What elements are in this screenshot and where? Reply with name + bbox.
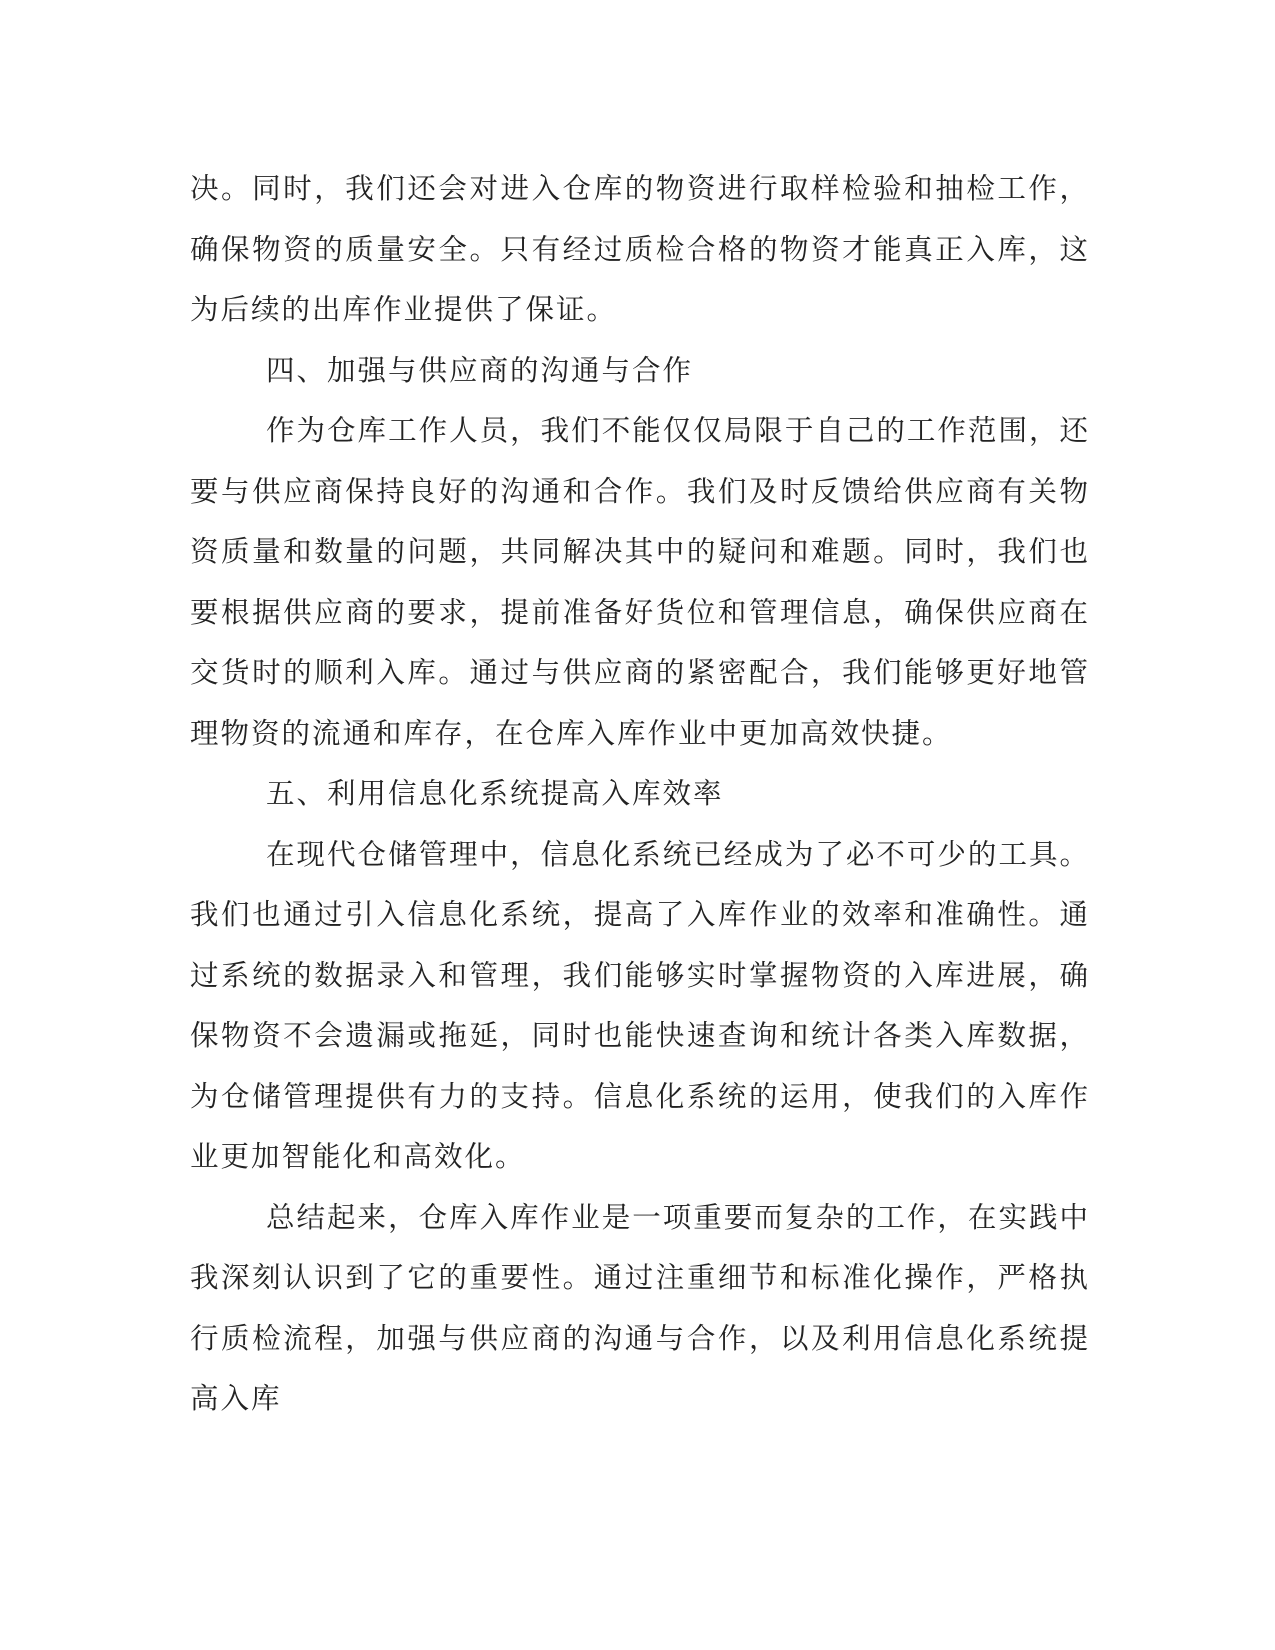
paragraph-supplier-communication: 作为仓库工作人员，我们不能仅仅局限于自己的工作范围，还要与供应商保持良好的沟通和合作。我们及时反馈给供应商有关物资质量和数量的问题，共同解决其中的疑问和难题。同时，我们也要根据供应商的要求，提前准备好货位和管理信息，确保供应商在交货时的顺利入库。通过与供应商的紧密配合，我们能够更好地管理物资的流通和库存，在仓库入库作业中更加高效快捷。	[190, 414, 1090, 750]
document-body	[190, 159, 1090, 1430]
paragraph-summary: 总结起来，仓库入库作业是一项重要而复杂的工作，在实践中我深刻认识到了它的重要性。通过注重细节和标准化操作，严格执行质检流程，加强与供应商的沟通与合作，以及利用信息化系统提高入库	[190, 1200, 1090, 1415]
paragraph-continuation: 决。同时，我们还会对进入仓库的物资进行取样检验和抽检工作，确保物资的质量安全。只有经过质检合格的物资才能真正入库，这为后续的出库作业提供了保证。	[190, 172, 1090, 326]
section-heading-4: 四、加强与供应商的沟通与合作	[266, 353, 694, 387]
section-heading-5: 五、利用信息化系统提高入库效率	[266, 777, 724, 810]
paragraph-information-system: 在现代仓储管理中，信息化系统已经成为了必不可少的工具。我们也通过引入信息化系统，提高了入库作业的效率和准确性。通过系统的数据录入和管理，我们能够实时掌握物资的入库进展，确保物资不会遗漏或拖延，同时也能快速查询和统计各类入库数据，为仓储管理提供有力的支持。信息化系统的运用，使我们的入库作业更加智能化和高效化。	[190, 837, 1090, 1173]
